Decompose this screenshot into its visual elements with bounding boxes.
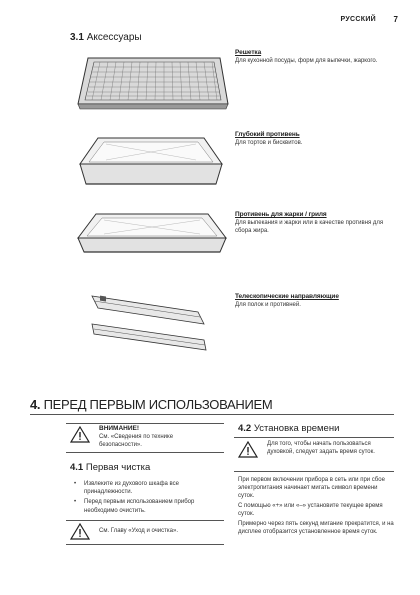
warning-text: См. «Сведения по технике безопасности». [99,434,174,449]
info-rule-top [234,437,394,438]
chapter-rule [30,414,394,415]
wire-shelf-image [74,52,230,114]
item-text-deep-tray: Для тортов и бисквитов. [235,140,303,146]
section-title: Аксессуары [86,32,142,43]
chapter-title: ПЕРЕД ПЕРВЫМ ИСПОЛЬЗОВАНИЕМ [43,397,273,412]
time-paragraph: Пpи первом включении прибора в сеть или при сбое электропитания начинает мигать символ времени суток. [238,477,385,500]
chapter-number: 4. [30,397,41,412]
note-rule-top [66,520,224,521]
cleaning-number: 4.1 [70,462,84,473]
warning-rule-bottom [66,452,224,453]
warning-icon [70,426,90,448]
cleaning-heading [70,462,150,473]
info-icon [238,441,258,463]
telescopic-runners-image [88,290,218,356]
note-icon [70,523,90,545]
list-item: • Извлеките из духового шкафа все принадлежности. [72,480,224,496]
cleaning-title: Первая чистка [85,462,151,473]
deep-tray-image [76,132,226,192]
warning-rule-top [66,423,224,424]
item-title-grill-tray: Противень для жарки / гриля [235,211,327,218]
item-text-runners: Для полок и противней. [235,302,301,308]
info-rule-bottom [234,471,394,472]
time-note: Для того, чтобы начать пользоваться духовкой, следует задать время суток. [267,441,375,456]
note-rule-bottom [66,544,224,545]
time-paragraph: Примерно через пять секунд мигание прекратится, и на дисплее отобразится установленное время суток. [238,521,394,536]
section-number: 3.1 [70,32,84,43]
accessories-heading [70,32,142,43]
item-title-rack: Решетка [235,49,262,56]
time-title: Установка времени [253,423,340,434]
item-text-rack: Для кухонной посуды, форм для выпечки, жаркого. [235,58,378,64]
item-title-runners: Телескопические направляющие [235,293,339,300]
page-number: 7 [393,15,398,24]
grill-tray-image [74,208,230,270]
time-number: 4.2 [238,423,252,434]
cleaning-list [72,480,224,517]
item-text-grill-tray: Для выпекания и жарки или в качестве противня для сбора жира. [235,220,384,234]
header-language: РУССКИЙ [340,16,376,23]
list-item: • Перед первым использованием прибор необходимо очистить. [72,498,224,514]
warning-title: ВНИМАНИЕ! [99,425,140,432]
time-heading [238,423,339,434]
cleaning-note: См. Главу «Уход и очистка». [99,528,178,534]
time-paragraph: С помощью «+» или «–» установите текущее время суток. [238,503,383,518]
item-title-deep-tray: Глубокий противень [235,131,300,138]
chapter-heading [30,397,272,412]
